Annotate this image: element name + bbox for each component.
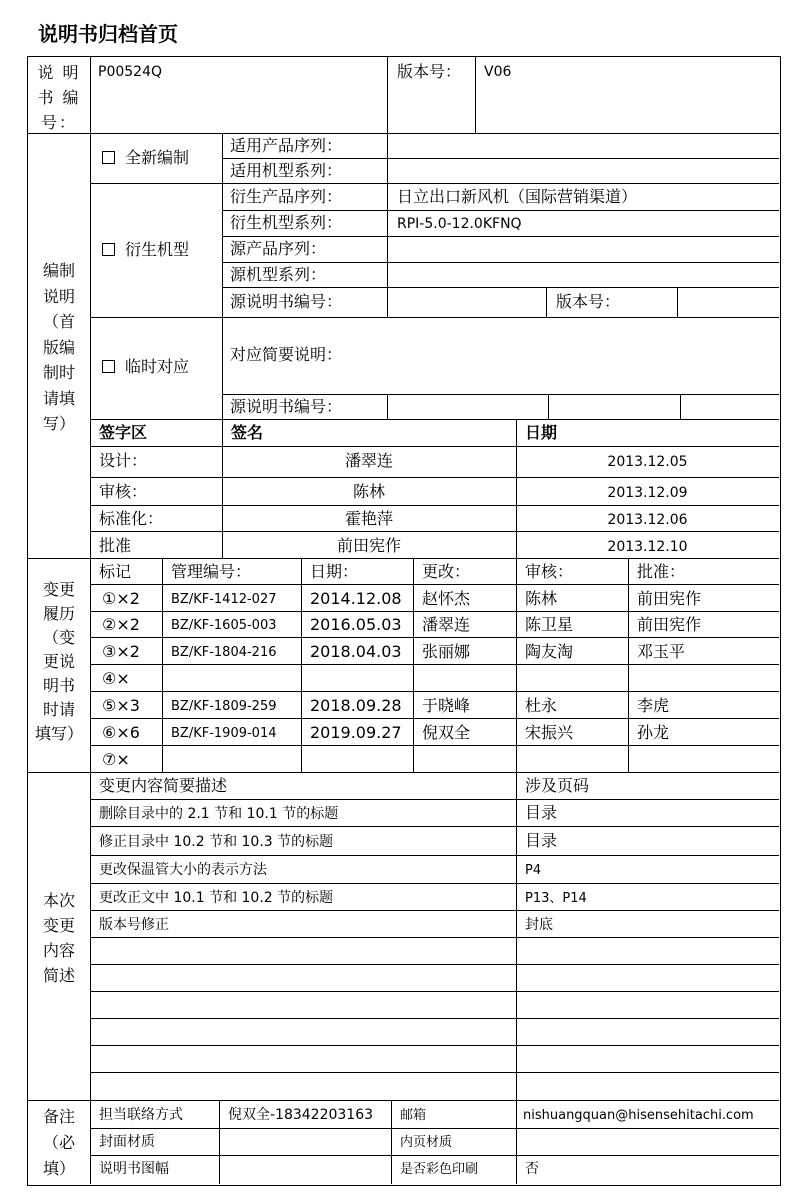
- derived-series-value: 日立出口新风机（国际营销渠道）: [397, 187, 638, 206]
- changes-section-label: 本次 变更 内容 简述: [42, 891, 75, 985]
- sign-header-name: 签名: [231, 423, 264, 442]
- sign-header-date: 日期: [525, 423, 558, 442]
- checkbox-new[interactable]: [102, 151, 115, 164]
- checkbox-temporary[interactable]: [102, 360, 115, 373]
- version-value: V06: [484, 64, 512, 80]
- label-column-divider: [90, 56, 91, 1184]
- page-title: 说明书归档首页: [38, 22, 178, 46]
- remarks-section-label: 备注 （必 填）: [42, 1107, 75, 1178]
- compile-section-label: 编制 说明 （首 版编 制时 请填 写）: [42, 261, 75, 433]
- new-compile-option[interactable]: 全新编制: [102, 149, 189, 167]
- temporary-option[interactable]: 临时对应: [102, 358, 189, 376]
- checkbox-derived[interactable]: [102, 243, 115, 256]
- sign-header-zone: 签字区: [99, 423, 148, 442]
- color-print-value: 否: [525, 1161, 539, 1177]
- email-value: nishuangquan@hisensehitachi.com: [523, 1108, 754, 1123]
- contact-value: 倪双全-18342203163: [228, 1107, 374, 1123]
- version-label: 版本号：: [397, 62, 462, 81]
- changes-header-desc: 变更内容简要描述: [99, 776, 228, 795]
- derived-model-option[interactable]: 衍生机型: [102, 241, 189, 259]
- doc-no-value: P00524Q: [98, 64, 162, 80]
- history-section-label: 变更 履历 （变 更说 明书 时请 填写）: [34, 580, 83, 743]
- changes-header-pages: 涉及页码: [525, 776, 590, 795]
- derived-model-value: RPI-5.0-12.0KFNQ: [397, 216, 522, 232]
- doc-no-label: 说 明 书 编 号：: [37, 63, 81, 132]
